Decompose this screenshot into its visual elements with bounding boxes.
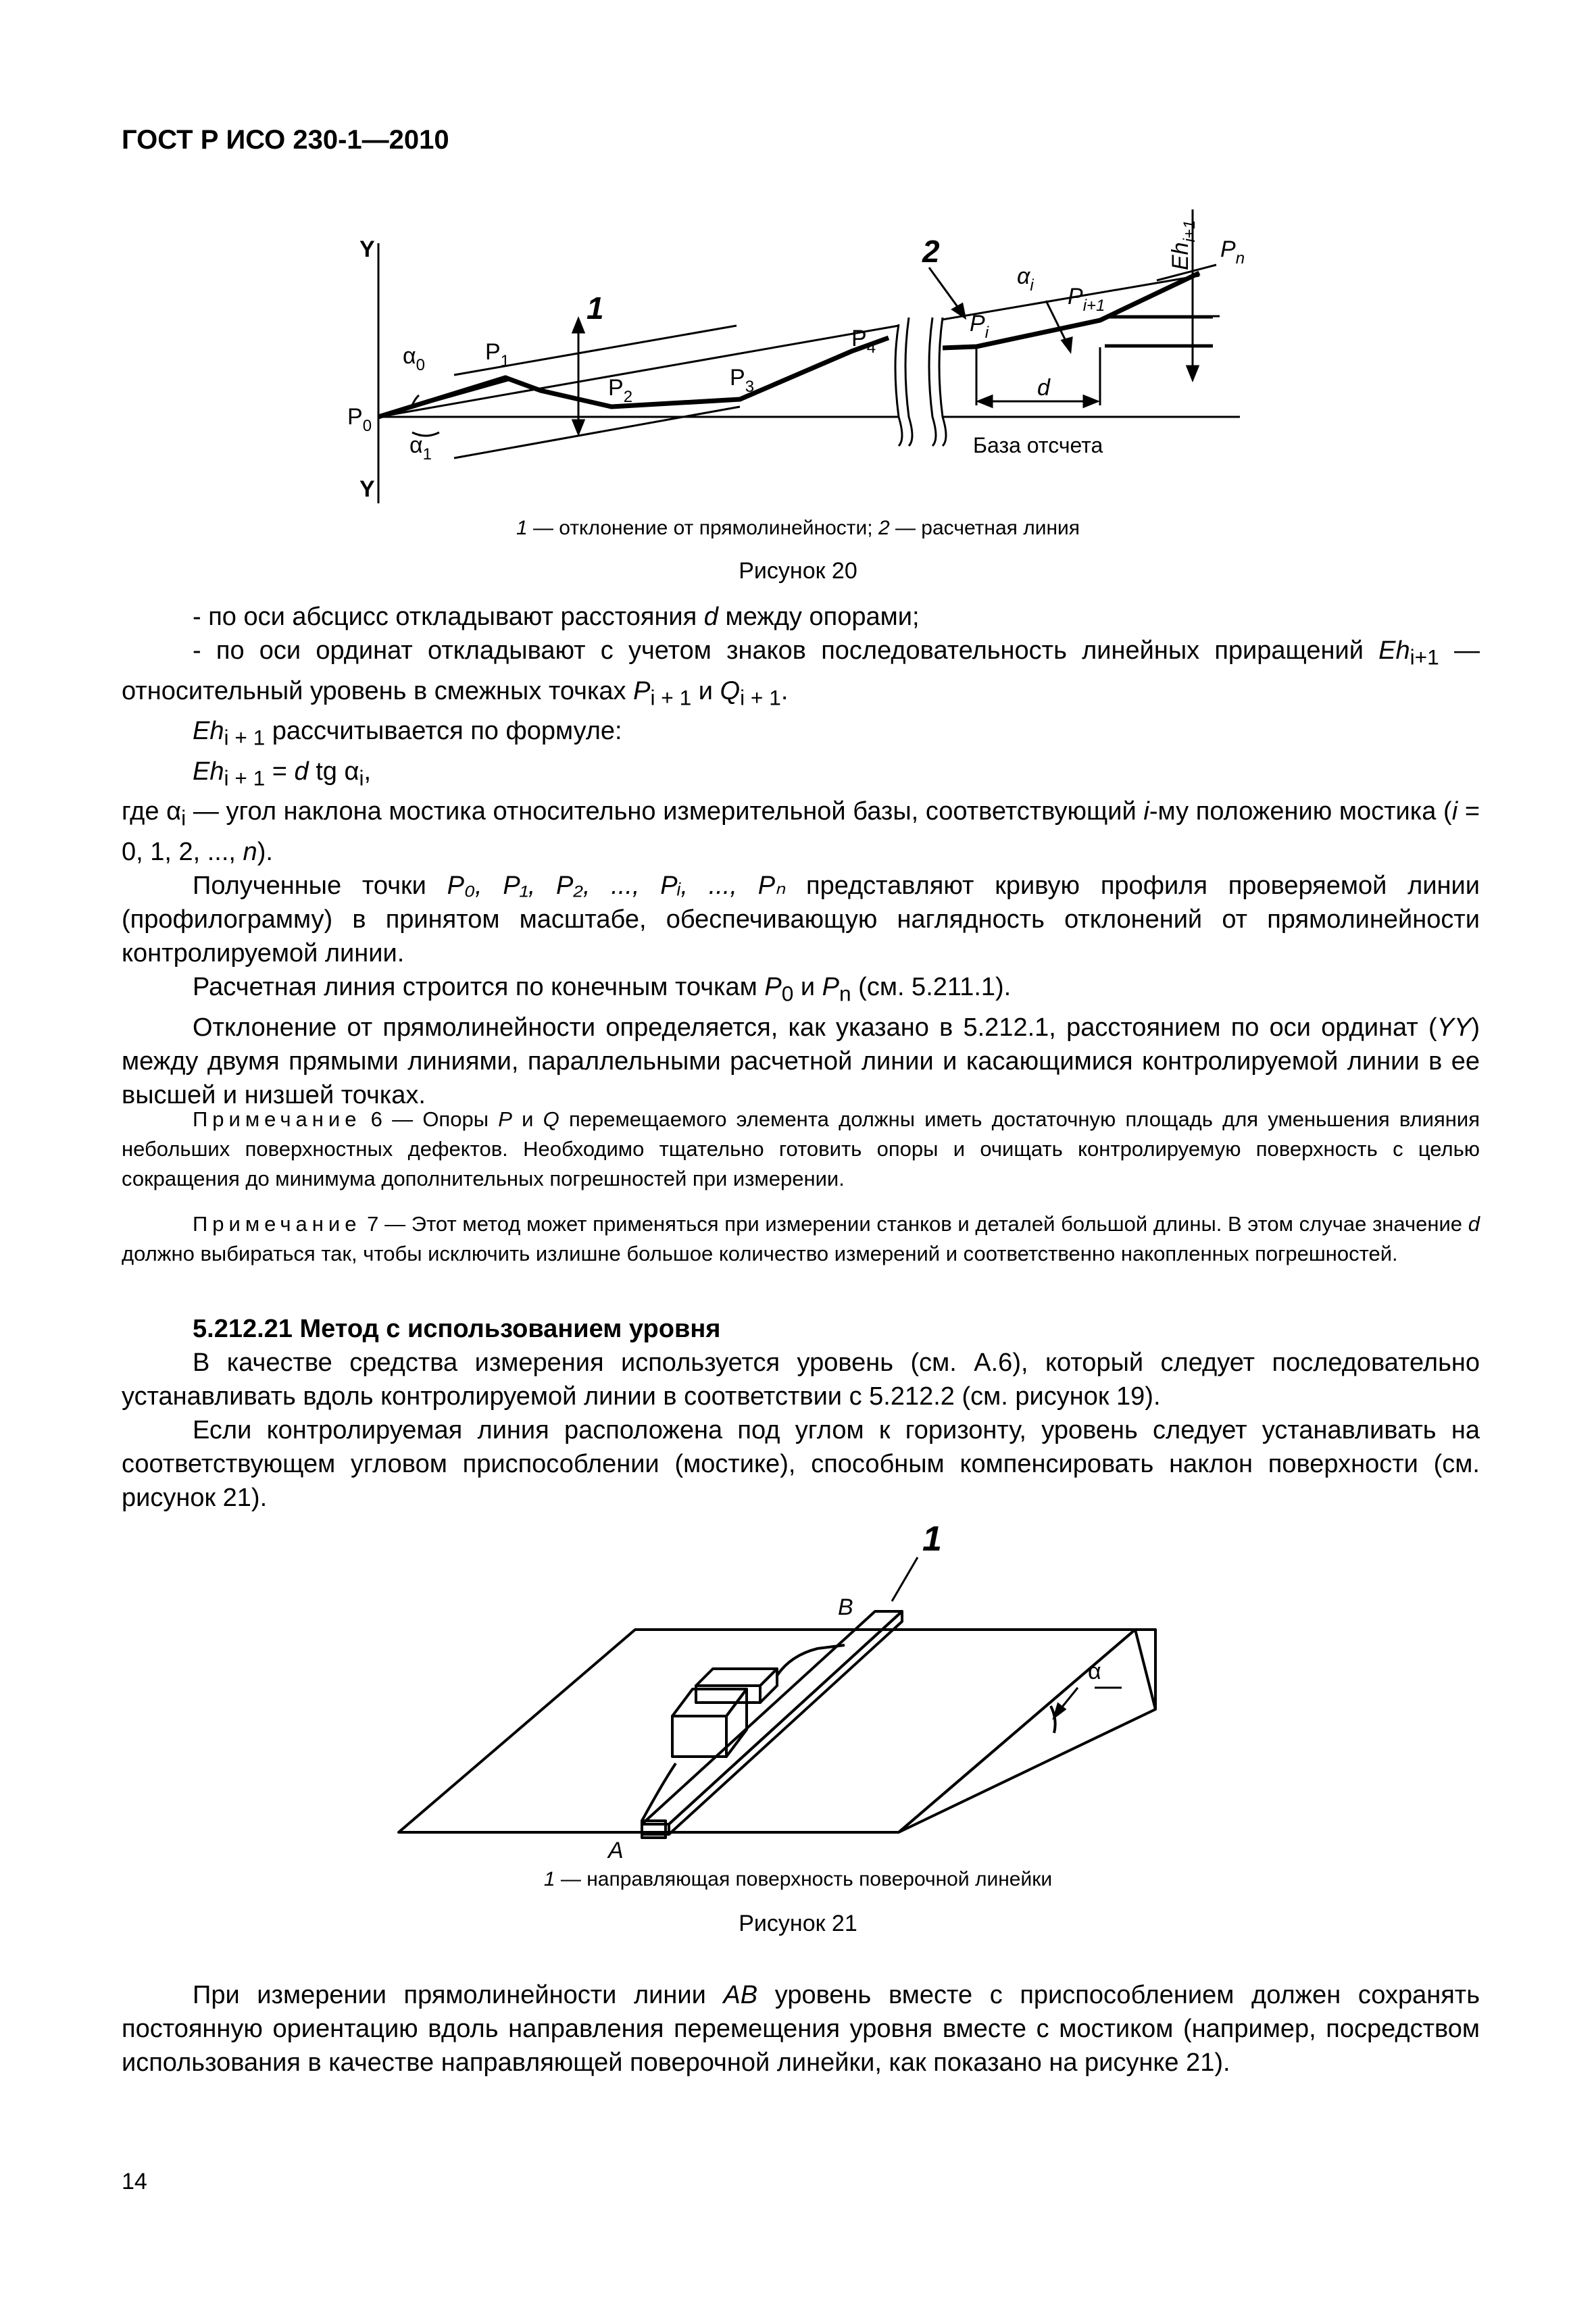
- section-title: 5.212.21 Метод с использованием уровня: [193, 1315, 721, 1343]
- point-p4-label: $P_4$: [851, 326, 876, 357]
- callout-2: 2: [922, 234, 940, 269]
- point-p0-label: $P_0$: [347, 404, 372, 435]
- figure-21-diagram: [0, 1513, 1596, 1885]
- y-axis-label-top: Y: [359, 236, 375, 262]
- figure-20-diagram: [0, 0, 1596, 527]
- note-6: Примечание 6 — Опоры P и Q перемещаемого элемента должны иметь достаточную площадь для уменьшения влияния небольших поверхностных дефектов. Необходимо тщательно готовить опоры и очищать контролируемую поверхность с целью сокращения до минимума дополнительных погрешностей при измерении.: [122, 1107, 1480, 1190]
- document-header: ГОСТ Р ИСО 230-1—2010: [122, 125, 449, 155]
- section-5-212-21: 5.212.21 Метод с использованием уровня В качестве средства измерения используется уровень (см. А.6), который следует последовательно устанавливать вдоль контролируемой линии в соответствии с 5.212.2 (см. рисунок 19). Если контролируемая линия расположена под углом к горизонту, уровень следует устанавливать на соответствующем угловом приспособлении (мостике), способным компенсировать наклон поверхности (см. рисунок 21).: [122, 1312, 1480, 1515]
- point-p3-label: $P_3$: [730, 365, 755, 396]
- body-text-1: - по оси абсцисс откладывают расстояния d между опорами; - по оси ординат откладывают с учетом знаков последовательность линейных приращений $Eh_{i+1}$ — относительный уровень в смежных точках $P_{i + 1}$ и $Q_{i + 1}$. $Eh_{i + 1}$ рассчитывается по формуле: $Eh_{i + 1} = d$ tg $\alpha_i$, где $\alpha_i$ — угол наклона мостика относительно измерительной базы, соответствующий i-му положению мостика (i = 0, 1, 2, ..., n). Полученные точки P₀, P₁, P₂, ..., Pᵢ, ..., Pₙ представляют кривую профиля проверяемой линии (профилограмму) в принятом масштабе, обеспечивающую наглядность отклонений от прямолинейности контролируемой линии. Расчетная линия строится по конечным точкам $P_0$ и $P_n$ (см. 5.211.1). Отклонение от прямолинейности определяется, как указано в 5.212.1, расстоянием по оси ординат (YY) между двумя прямыми линиями, параллельными расчетной линии и касающимися контролируемой линии в ее высшей и низшей точках.: [122, 603, 1480, 1109]
- figure-21-legend: 1 — направляющая поверхность поверочной линейки: [543, 1868, 1053, 1890]
- body-text-final: При измерении прямолинейности линии AB уровень вместе с приспособлением должен сохранять постоянную ориентацию вдоль направления перемещения уровня вместе с мостиком (например, посредством использования в качестве направляющей поверочной линейки, как показано на рисунке 21).: [122, 1981, 1480, 2077]
- note-7: Примечание 7 — Этот метод может применяться при измерении станков и деталей большой длины. В этом случае значение d должно выбираться так, чтобы исключить излишне большое количество измерений и соответственно накопленных погрешностей.: [122, 1212, 1480, 1265]
- page-number: 14: [122, 2169, 147, 2194]
- point-b-label: B: [838, 1594, 853, 1620]
- point-p2-label: $P_2$: [608, 375, 633, 406]
- figure-20-legend: 1 — отклонение от прямолинейности; 2 — расчетная линия: [516, 517, 1080, 539]
- point-p1-label: $P_1$: [485, 339, 510, 370]
- point-pi1-label: $P_{i+1}$: [1068, 284, 1105, 315]
- eh-label: $Eh_{i+1}$: [1168, 220, 1199, 270]
- y-axis-label-bottom: Y: [359, 476, 375, 502]
- figure-21-title: Рисунок 21: [739, 1911, 857, 1936]
- point-a-label: A: [608, 1838, 624, 1863]
- fig21-alpha-label: α: [1088, 1659, 1101, 1684]
- point-pn-label: $P_n$: [1220, 236, 1245, 268]
- fig21-callout-1: 1: [922, 1519, 942, 1559]
- alpha1-label: $\alpha_1$: [409, 432, 432, 463]
- callout-1: 1: [587, 291, 604, 326]
- alpha0-label: $\alpha_0$: [403, 343, 426, 374]
- distance-d-label: d: [1037, 375, 1050, 401]
- point-pi-label: $P_i$: [970, 311, 989, 342]
- base-label: База отсчета: [973, 433, 1103, 457]
- alphai-label: $\alpha_i$: [1017, 263, 1034, 295]
- figure-20-title: Рисунок 20: [739, 558, 857, 584]
